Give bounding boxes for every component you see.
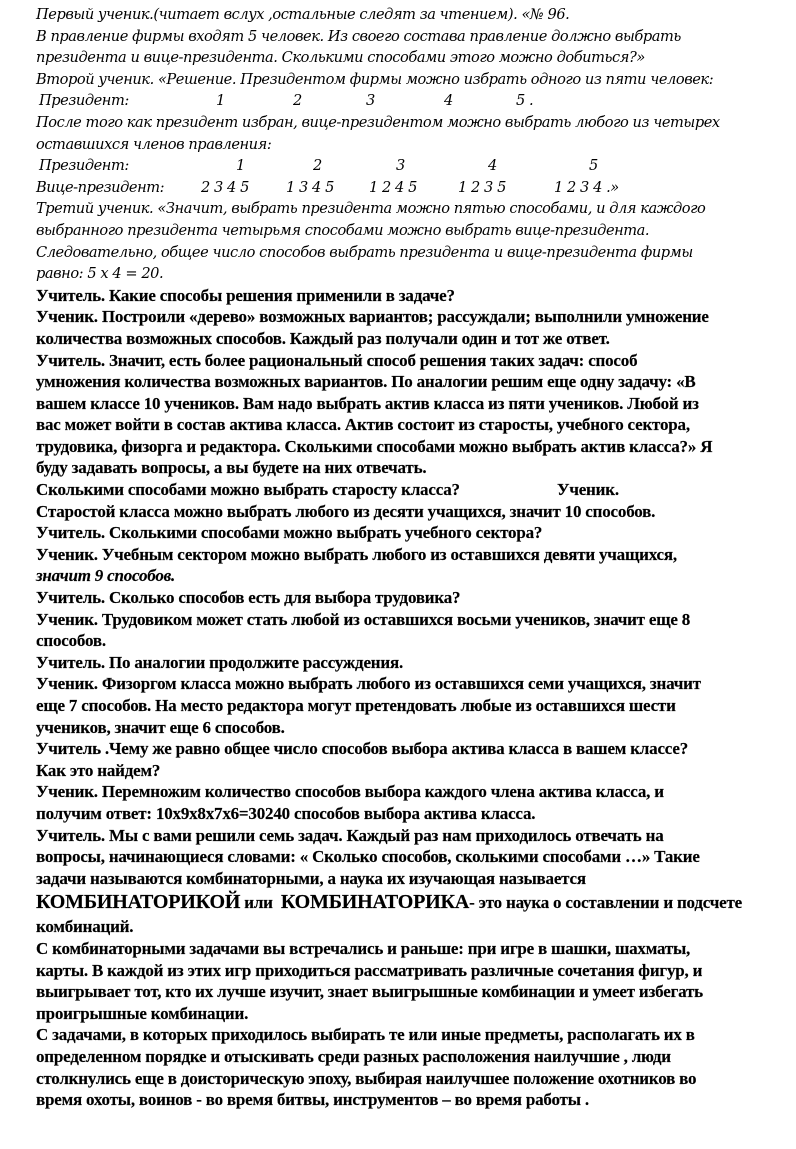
text-line: вас может войти в состав актива класса. Актив состоит из старосты, учебного сектора, (36, 415, 690, 435)
text-line: Старостой класса можно выбрать любого из десяти учащихся, значит 10 способов. (36, 501, 656, 521)
table-cell: 1 2 4 5 (369, 178, 417, 196)
text-line: Как это найдем? (36, 760, 161, 780)
text-line: учеников, значит еще 6 способов. (36, 717, 285, 737)
text-line: вопросы, начинающиеся словами: « Сколько способов, сколькими способами …» Такие (36, 847, 700, 867)
table-cell: 1 (236, 157, 245, 175)
table-cell: 3 (396, 157, 405, 175)
table-cell: 1 2 3 5 (458, 178, 506, 196)
text-line: выигрывает тот, кто их лучше изучит, знает выигрышные комбинации и умеет избегать (36, 982, 703, 1002)
text-line: способов. (36, 631, 106, 651)
text-line: значит 9 способов. (36, 566, 176, 586)
text-line: Ученик. Физоргом класса можно выбрать любого из оставшихся семи учащихся, значит (36, 674, 701, 694)
text-line: Ученик. Построили «дерево» возможных вариантов; рассуждали; выполнили умножение (36, 307, 709, 327)
text-line: После того как президент избран, вице-президентом можно выбрать любого из четырех (36, 113, 720, 131)
text-line: оставшихся членов правления: (36, 135, 272, 153)
dialogue-block (36, 285, 786, 1111)
term-kombinatorikoi: КОМБИНАТОРИКОЙ (36, 891, 241, 914)
text-line: Второй ученик. «Решение. Президентом фирмы можно избрать одного из пяти человек: (36, 70, 714, 88)
president-row-1 (36, 90, 786, 112)
text-line: карты. В каждой из этих игр приходиться рассматривать различные сочетания фигур, и (36, 960, 703, 980)
text-line: Учитель. Какие способы решения применили в задаче? (36, 285, 455, 305)
text-line: выбранного президента четырьмя способами можно выбрать вице-президента. (36, 221, 650, 239)
text-line: Учитель. Сколько способов есть для выбора трудовика? (36, 588, 461, 608)
text-line: проигрышные комбинации. (36, 1003, 249, 1023)
text-line: трудовика, физорга и редактора. Сколькими способами можно выбрать актив класса?» Я (36, 436, 713, 456)
text-line: время охоты, воинов - во время битвы, инструментов – во время работы . (36, 1090, 589, 1110)
text-line: равно: 5 х 4 = 20. (36, 265, 164, 283)
problem-number: «№ 96. (517, 6, 570, 23)
table-cell: 3 (366, 92, 375, 110)
table-cell: 4 (488, 157, 497, 175)
text-line: комбинаций. (36, 917, 134, 937)
row-label: Вице-президент: (36, 178, 165, 196)
text-line: получим ответ: 10х9х8х7х6=30240 способов выбора актива класса. (36, 803, 536, 823)
text-line: С задачами, в которых приходилось выбирать те или иные предметы, располагать их в (36, 1025, 695, 1045)
document-page (36, 4, 786, 1111)
president-row-2 (36, 155, 786, 177)
vice-president-row (36, 177, 786, 199)
text-line: умножения количества возможных вариантов. По аналогии решим еще одну задачу: «В (36, 372, 696, 392)
text-line: определенном порядке и отыскивать среди разных расположения наилучшие , люди (36, 1046, 671, 1066)
table-cell: 1 (216, 92, 225, 110)
text-line: Ученик. Перемножим количество способов выбора каждого члена актива класса, и (36, 782, 664, 802)
text-line: Учитель. Мы с вами решили семь задач. Каждый раз нам приходилось отвечать на (36, 825, 664, 845)
row-label: Президент: (39, 157, 129, 175)
text-line: вашем классе 10 учеников. Вам надо выбрать актив класса из пяти учеников. Любой из (36, 393, 699, 413)
text-line: количества возможных способов. Каждый раз получали один и тот же ответ. (36, 328, 610, 348)
text-line: задачи называются комбинаторными, а наука их изучающая называется (36, 868, 586, 888)
text-line: Учитель. Значит, есть более рациональный способ решения таких задач: способ (36, 350, 638, 370)
text-line: Учитель .Чему же равно общее число способов выбора актива класса в вашем классе? (36, 739, 688, 759)
table-cell: 4 (444, 92, 453, 110)
table-cell: 2 (293, 92, 302, 110)
text-line: В правление фирмы входят 5 человек. Из своего состава правление должно выбрать (36, 27, 681, 45)
table-cell: 1 2 3 4 .» (554, 178, 619, 196)
table-cell: 2 3 4 5 (201, 178, 249, 196)
text-fragment: или (240, 893, 281, 913)
text-line: Учитель. По аналогии продолжите рассуждения. (36, 652, 404, 672)
table-cell: 2 (313, 157, 322, 175)
text-line: еще 7 способов. На место редактора могут претендовать любые из оставшихся шести (36, 696, 676, 715)
text-line: буду задавать вопросы, а вы будете на них отвечать. (36, 458, 427, 478)
table-cell: 5 (589, 157, 598, 175)
text-line: Ученик. Трудовиком может стать любой из оставшихся восьми учеников, значит еще 8 (36, 609, 691, 629)
term-kombinatorika: КОМБИНАТОРИКА (280, 891, 470, 914)
text-line: Сколькими способами можно выбрать старосту класса? Ученик. (36, 480, 619, 500)
table-cell: 1 3 4 5 (286, 178, 334, 196)
text-line (36, 889, 786, 916)
text-line: С комбинаторными задачами вы встречались и раньше: при игре в шашки, шахматы, (36, 938, 691, 958)
speaker-heading: Первый ученик.(читает вслух ,остальные следят за чтением). (36, 6, 518, 23)
text-line: Следовательно, общее число способов выбрать президента и вице-президента фирмы (36, 243, 693, 261)
table-cell: 5 . (516, 92, 534, 110)
text-line: президента и вице-президента. Сколькими способами этого можно добиться?» (36, 49, 645, 67)
text-line: Третий ученик. «Значит, выбрать президента можно пятью способами, и для каждого (36, 200, 706, 218)
text-line: Учитель. Сколькими способами можно выбрать учебного сектора? (36, 523, 543, 543)
row-label: Президент: (39, 92, 129, 110)
text-line (36, 4, 786, 26)
text-line: столкнулись еще в доисторическую эпоху, выбирая наилучшее положение охотников во (36, 1068, 697, 1088)
text-line: Ученик. Учебным сектором можно выбрать любого из оставшихся девяти учащихся, (36, 544, 677, 564)
text-fragment: - это наука о составлении и подсчете (469, 893, 743, 913)
